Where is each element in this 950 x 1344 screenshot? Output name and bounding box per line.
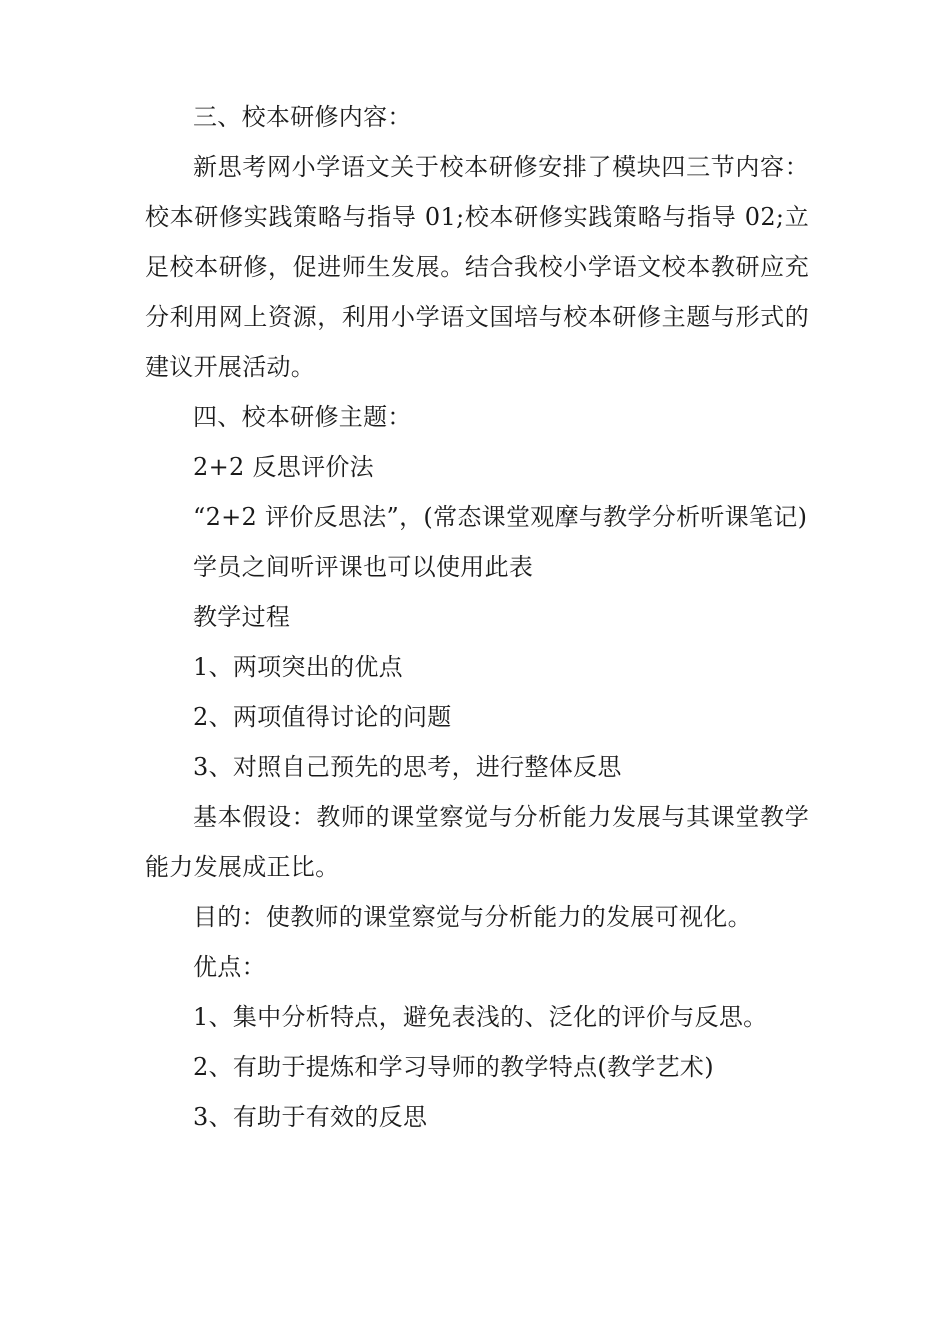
list-item-advantage-3: 3、有助于有效的反思 (193, 1103, 428, 1131)
paragraph-content-description: 新思考网小学语文关于校本研修安排了模块四三节内容：校本研修实践策略与指导 01;校本研修实践策略与指导 02;立足校本研修，促进师生发展。结合我校小学语文校本教研应充分利用网上资源，利用小学语文国培与校本研修主题与形式的建议开展活动。 (145, 153, 809, 381)
section-heading-theme: 四、校本研修主题： (193, 403, 412, 431)
section-heading-content: 三、校本研修内容： (193, 103, 412, 131)
paragraph-basic-assumption: 基本假设：教师的课堂察觉与分析能力发展与其课堂教学能力发展成正比。 (145, 803, 809, 881)
paragraph-purpose: 目的：使教师的课堂察觉与分析能力的发展可视化。 (193, 903, 752, 931)
paragraph-advantages-heading: 优点： (193, 953, 266, 981)
paragraph-usage-note: 学员之间听评课也可以使用此表 (193, 553, 534, 581)
paragraph-method-quote: “2+2 评价反思法”，(常态课堂观摩与教学分析听课笔记) (193, 503, 808, 531)
list-item-advantage-2: 2、有助于提炼和学习导师的教学特点(教学艺术) (193, 1053, 714, 1081)
list-item-process-1: 1、两项突出的优点 (193, 653, 403, 681)
list-item-process-3: 3、对照自己预先的思考，进行整体反思 (193, 753, 622, 781)
paragraph-teaching-process: 教学过程 (193, 603, 291, 631)
list-item-process-2: 2、两项值得讨论的问题 (193, 703, 452, 731)
paragraph-method-name: 2+2 反思评价法 (193, 453, 374, 481)
document-body (145, 92, 809, 1142)
list-item-advantage-1: 1、集中分析特点，避免表浅的、泛化的评价与反思。 (193, 1003, 768, 1031)
